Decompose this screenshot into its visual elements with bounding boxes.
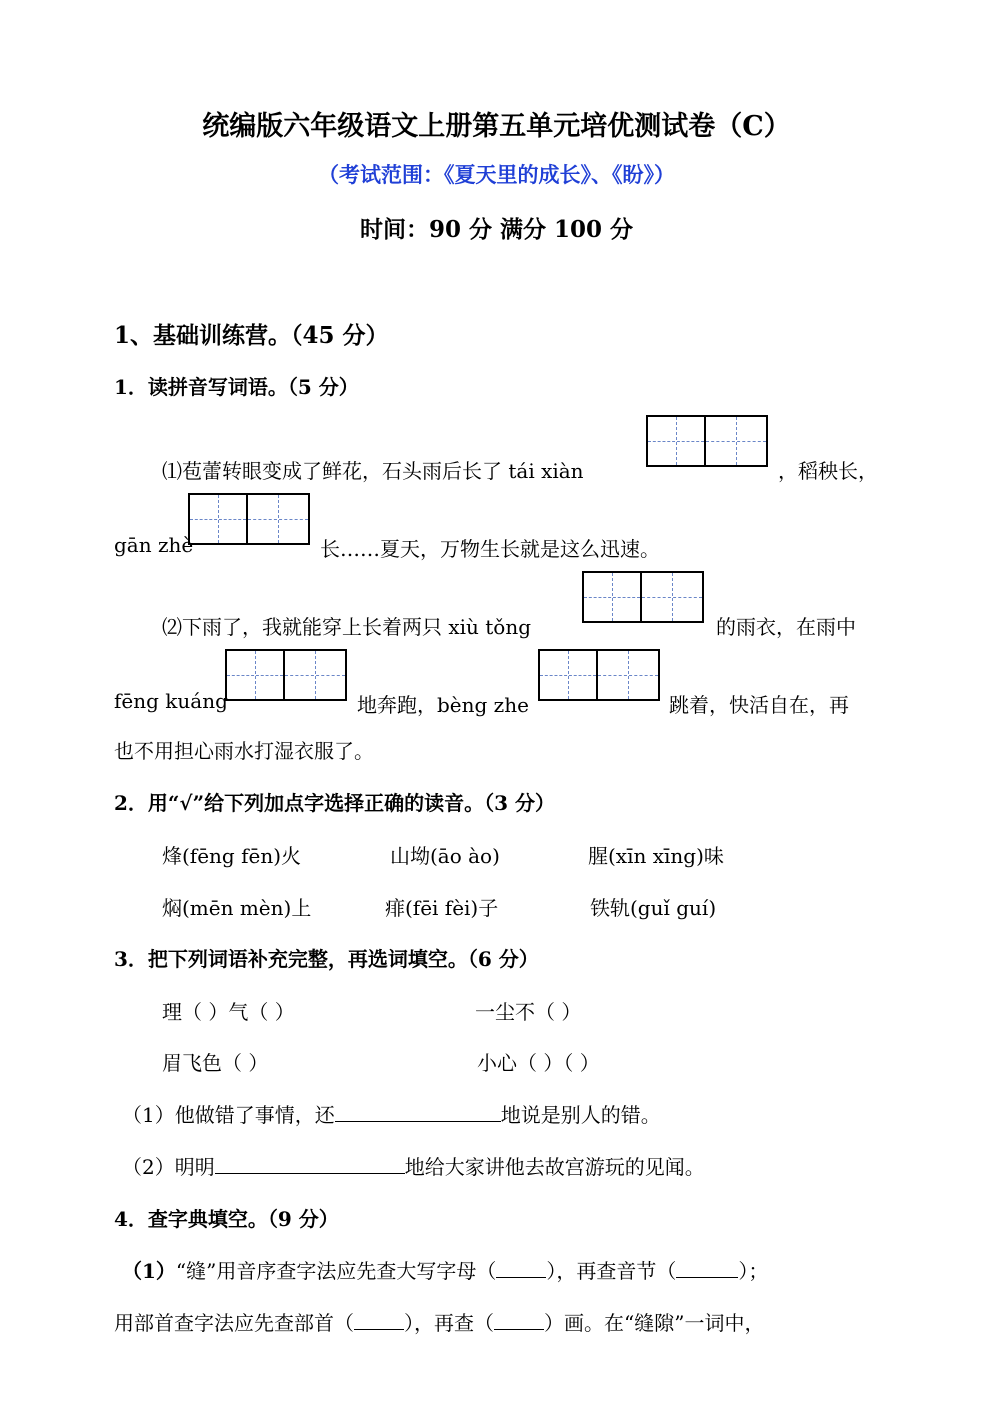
sentence-2-part-b: 地给大家讲他去故宫游玩的见闻。 [404,1155,705,1179]
section-heading: 1、基础训练营。（45 分） [114,322,389,349]
character-cell[interactable] [646,415,706,467]
q1-p1-text-c: 长……夏天，万物生长就是这么迅速。 [320,537,660,561]
pinyin-feng-kuang: fēng kuáng [114,689,228,713]
line-1-part-b: ），再查音节（ [546,1259,677,1283]
line-2-part-b: ），再查（ [404,1311,494,1335]
character-cell[interactable] [582,571,642,623]
answer-box-gan-zhe[interactable] [188,493,310,545]
q1-p2-text-a: ⑵下雨了，我就能穿上长着两只 xiù tǒng [162,615,532,639]
idiom-blank[interactable]: 眉飞色（ ） [162,1051,269,1075]
answer-box-beng-zhe[interactable] [538,649,660,701]
answer-blank[interactable] [335,1103,501,1122]
answer-blank[interactable] [676,1259,738,1278]
line-1-part-a: “缝”用音序查字法应先查大写字母（ [175,1259,497,1283]
q1-p1-text-b: ，稻秧长， [778,459,878,483]
character-cell[interactable] [188,493,248,545]
answer-box-xiu-tong[interactable] [582,571,704,623]
character-cell[interactable] [225,649,285,701]
idiom-blank[interactable]: 小心（ ）（ ） [477,1051,600,1075]
item-number: （1） [122,1259,176,1283]
character-cell[interactable] [538,649,598,701]
exam-time-score: 时间：90 分 满分 100 分 [359,216,634,243]
fill-sentence-2 [122,1151,705,1180]
pinyin-gan-zhe: gān zhè [114,533,194,557]
pronunciation-item[interactable]: 腥(xīn xīng)味 [588,844,724,868]
q1-p2-text-b: 的雨衣，在雨中 [716,615,856,639]
idiom-blank[interactable]: 理（ ）气（ ） [162,1000,295,1024]
line-2-part-a: 用部首查字法应先查部首（ [114,1311,354,1335]
answer-blank[interactable] [496,1259,546,1278]
pronunciation-item[interactable]: 烽(fēng fēn)火 [162,844,302,868]
answer-blank[interactable] [215,1155,405,1174]
sentence-2-part-a: （2）明明 [122,1155,215,1179]
question-2-heading: 2．用“√”给下列加点字选择正确的读音。（3 分） [114,791,555,815]
dictionary-line-1 [122,1255,768,1284]
question-1-heading: 1．读拼音写词语。（5 分） [114,375,359,399]
idiom-blank[interactable]: 一尘不（ ） [475,1000,582,1024]
pronunciation-item[interactable]: 山坳(āo ào) [390,844,500,868]
answer-box-tai-xian[interactable] [646,415,768,467]
answer-blank[interactable] [354,1311,404,1330]
character-cell[interactable] [598,649,660,701]
question-3-heading: 3．把下列词语补充完整，再选词填空。（6 分） [114,947,539,971]
q1-p2-text-e: 也不用担心雨水打湿衣服了。 [114,739,374,763]
pronunciation-item[interactable]: 铁轨(guǐ guí) [590,896,717,920]
character-cell[interactable] [642,571,704,623]
line-2-part-c: ）画。在“缝隙”一词中， [544,1311,765,1335]
character-cell[interactable] [706,415,768,467]
character-cell[interactable] [285,649,347,701]
q1-p2-text-c: 地奔跑，bèng zhe [357,693,529,717]
page-title: 统编版六年级语文上册第五单元培优测试卷（C） [202,111,791,142]
line-1-part-c: ）； [738,1259,769,1283]
exam-scope: （考试范围：《夏天里的成长》、《盼》） [318,162,675,187]
pronunciation-item[interactable]: 焖(mēn mèn)上 [162,896,312,920]
dictionary-line-2 [114,1307,764,1336]
q1-p2-text-d: 跳着，快活自在，再 [669,693,849,717]
sentence-1-part-b: 地说是别人的错。 [500,1103,661,1127]
answer-box-feng-kuang[interactable] [225,649,347,701]
pronunciation-item[interactable]: 痱(fēi fèi)子 [385,896,499,920]
answer-blank[interactable] [494,1311,544,1330]
fill-sentence-1 [122,1099,661,1128]
character-cell[interactable] [248,493,310,545]
q1-p1-text-a: ⑴苞蕾转眼变成了鲜花，石头雨后长了 tái xiàn [162,459,584,483]
question-4-heading: 4．查字典填空。（9 分） [114,1207,339,1231]
sentence-1-part-a: （1）他做错了事情，还 [122,1103,335,1127]
